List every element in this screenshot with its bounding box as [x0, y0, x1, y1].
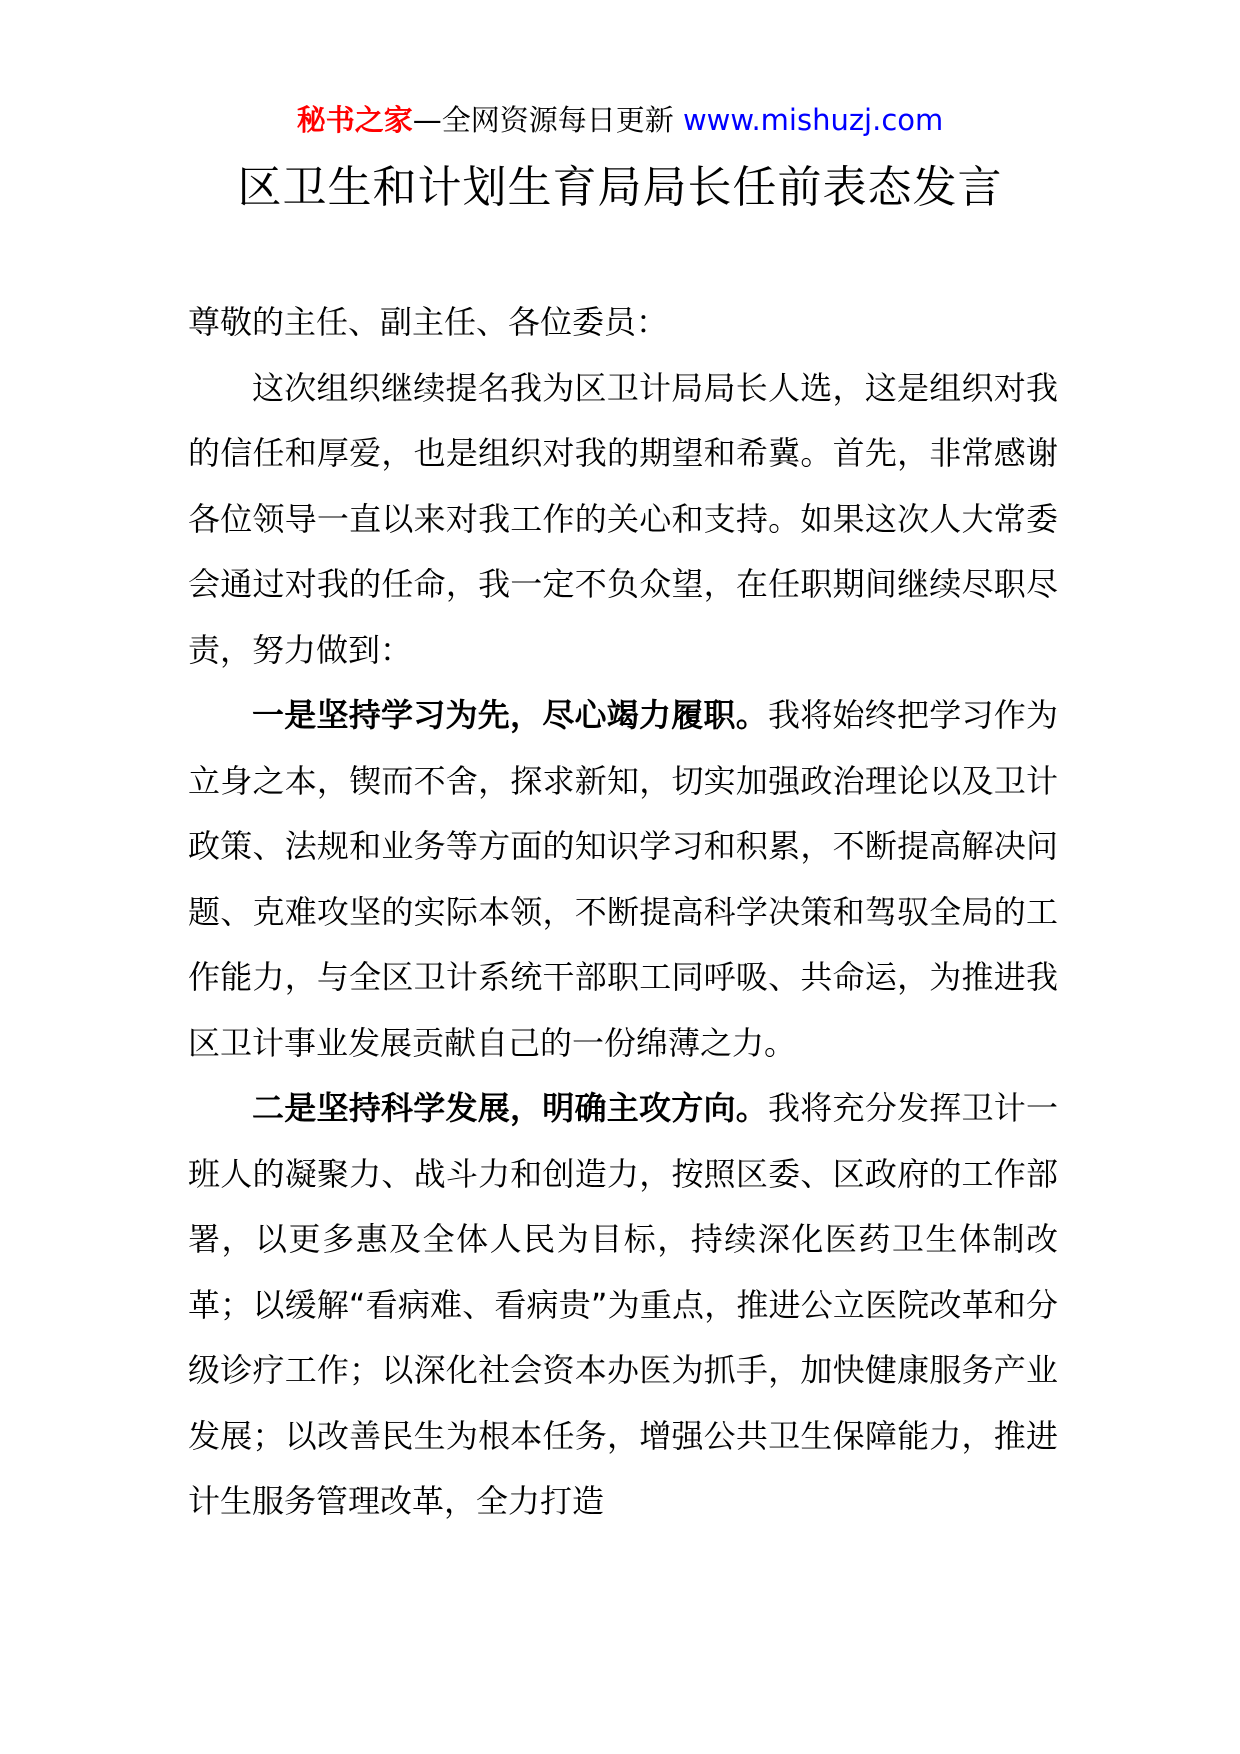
header-tagline: —全网资源每日更新 — [412, 103, 674, 137]
paragraph-text: 我将始终把学习作为立身之本，锲而不舍，探求新知，切实加强政治理论以及卫计政策、法规和业务等方面的知识学习和积累，不断提高解决问题、克难攻坚的实际本领，不断提高科学决策和驾驭全局的工作能力，与全区卫计系统干部职工同呼吸、共命运，为推进我区卫计事业发展贡献自己的一份绵薄之力。 — [188, 696, 1058, 1062]
salutation: 尊敬的主任、副主任、各位委员： — [188, 303, 669, 341]
paragraph-intro — [188, 356, 1058, 684]
site-header — [0, 100, 1240, 140]
paragraph-text: 这次组织继续提名我为区卫计局局长人选，这是组织对我的信任和厚爱，也是组织对我的期望和希冀。首先，非常感谢各位领导一直以来对我工作的关心和支持。如果这次人大常委会通过对我的任命，我一定不负众望，在任职期间继续尽职尽责，努力做到： — [188, 368, 1058, 669]
paragraph-point-1 — [188, 683, 1058, 1076]
paragraph-point-2 — [188, 1076, 1058, 1535]
paragraph-lead: 二是坚持科学发展，明确主攻方向。 — [252, 1089, 768, 1127]
brand-name: 秘书之家 — [296, 103, 413, 137]
paragraph-text: 我将充分发挥卫计一班人的凝聚力、战斗力和创造力，按照区委、区政府的工作部署，以更多惠及全体人民为目标，持续深化医药卫生体制改革；以缓解“看病难、看病贵”为重点，推进公立医院改革和分级诊疗工作；以深化社会资本办医为抓手，加快健康服务产业发展；以改善民生为根本任务，增强公共卫生保障能力，推进计生服务管理改革，全力打造 — [188, 1089, 1058, 1520]
site-url-link[interactable]: www.mishuzj.com — [682, 103, 944, 137]
paragraph-lead: 一是坚持学习为先，尽心竭力履职。 — [252, 696, 768, 734]
document-title: 区卫生和计划生育局局长任前表态发言 — [237, 162, 1003, 213]
document-body — [188, 290, 1058, 1535]
